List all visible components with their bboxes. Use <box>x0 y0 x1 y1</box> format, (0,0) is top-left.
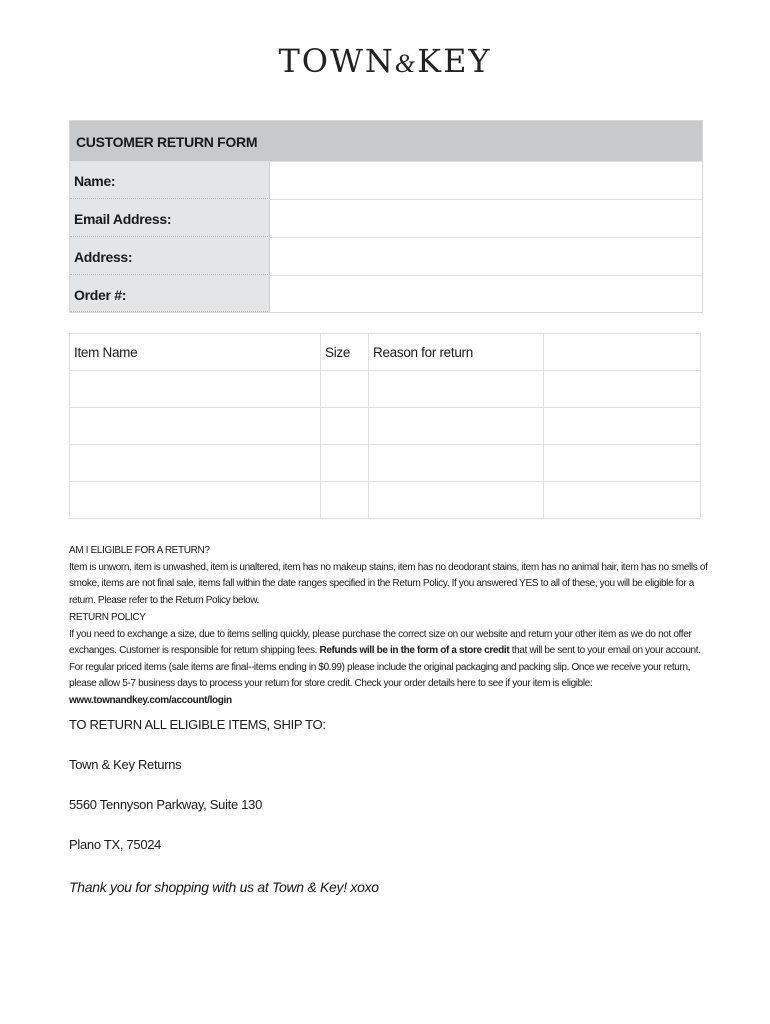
form-title: CUSTOMER RETURN FORM <box>70 121 702 161</box>
table-row <box>70 408 701 445</box>
extra-cell[interactable] <box>544 482 701 519</box>
form-row-email <box>70 199 702 237</box>
extra-cell[interactable] <box>544 408 701 445</box>
email-label: Email Address: <box>70 200 270 237</box>
item-name-cell[interactable] <box>70 482 321 519</box>
ship-to-name: Town & Key Returns <box>69 757 182 772</box>
item-name-cell[interactable] <box>70 408 321 445</box>
reason-cell[interactable] <box>369 482 544 519</box>
brand-name-key: KEY <box>417 42 492 80</box>
size-cell[interactable] <box>321 371 369 408</box>
table-row <box>70 482 701 519</box>
extra-cell[interactable] <box>544 371 701 408</box>
policy-text-1: If you need to exchange a size, due to items selling quickly, please purchase the correct size on our website and return your other item as we do not offer exchanges. Customer is responsible for return shipping fees. <box>69 628 692 656</box>
header-extra <box>544 334 701 371</box>
size-cell[interactable] <box>321 408 369 445</box>
table-header-row <box>70 334 701 371</box>
eligibility-heading: AM I ELIGIBLE FOR A RETURN? <box>69 545 210 556</box>
brand-logo <box>0 42 770 80</box>
ship-to-city: Plano TX, 75024 <box>69 837 162 852</box>
return-items-table <box>69 333 701 519</box>
header-reason: Reason for return <box>369 334 544 371</box>
policy-store-credit-note: Refunds will be in the form of a store credit <box>319 645 510 656</box>
return-policy-section <box>69 610 709 709</box>
policy-text-2: that will be sent to your email on your account. For regular priced items (sale items are final--items ending in $0.99) please include the original packaging and packing slip. Once we receive your return, please allow 5-7 business days to process your return for store credit. Check your order details here to see if your item is eligible: <box>69 645 701 689</box>
account-login-link[interactable]: www.townandkey.com/account/login <box>69 694 232 706</box>
brand-name-town: TOWN <box>278 42 395 80</box>
eligibility-body: Item is unworn, item is unwashed, item is unaltered, item has no makeup stains, item has no deodorant stains, item has no animal hair, item has no smells of smoke, items are not final sale, items fall within the date ranges specified in the Return Policy. If you answered YES to all of these, you will be eligible for a return. Please refer to the Return Policy below. <box>69 561 708 606</box>
eligibility-section <box>69 543 709 609</box>
size-cell[interactable] <box>321 482 369 519</box>
form-row-name <box>70 161 702 199</box>
address-field[interactable] <box>270 238 702 275</box>
reason-cell[interactable] <box>369 371 544 408</box>
ship-to-street: 5560 Tennyson Parkway, Suite 130 <box>69 797 262 812</box>
table-row <box>70 371 701 408</box>
extra-cell[interactable] <box>544 445 701 482</box>
brand-ampersand: & <box>394 49 418 78</box>
return-policy-body <box>69 627 709 710</box>
table-row <box>70 445 701 482</box>
reason-cell[interactable] <box>369 408 544 445</box>
item-name-cell[interactable] <box>70 371 321 408</box>
order-number-field[interactable] <box>270 276 702 312</box>
header-item-name: Item Name <box>70 334 321 371</box>
header-size: Size <box>321 334 369 371</box>
email-field[interactable] <box>270 200 702 237</box>
closing-message: Thank you for shopping with us at Town & Key! xoxo <box>69 879 379 895</box>
form-row-address <box>70 237 702 275</box>
return-policy-heading: RETURN POLICY <box>69 612 146 623</box>
name-label: Name: <box>70 162 270 199</box>
item-name-cell[interactable] <box>70 445 321 482</box>
address-label: Address: <box>70 238 270 275</box>
ship-to-heading: TO RETURN ALL ELIGIBLE ITEMS, SHIP TO: <box>69 717 326 732</box>
customer-return-form <box>69 120 703 313</box>
reason-cell[interactable] <box>369 445 544 482</box>
form-row-order <box>70 275 702 312</box>
size-cell[interactable] <box>321 445 369 482</box>
order-label: Order #: <box>70 276 270 312</box>
name-field[interactable] <box>270 162 702 199</box>
